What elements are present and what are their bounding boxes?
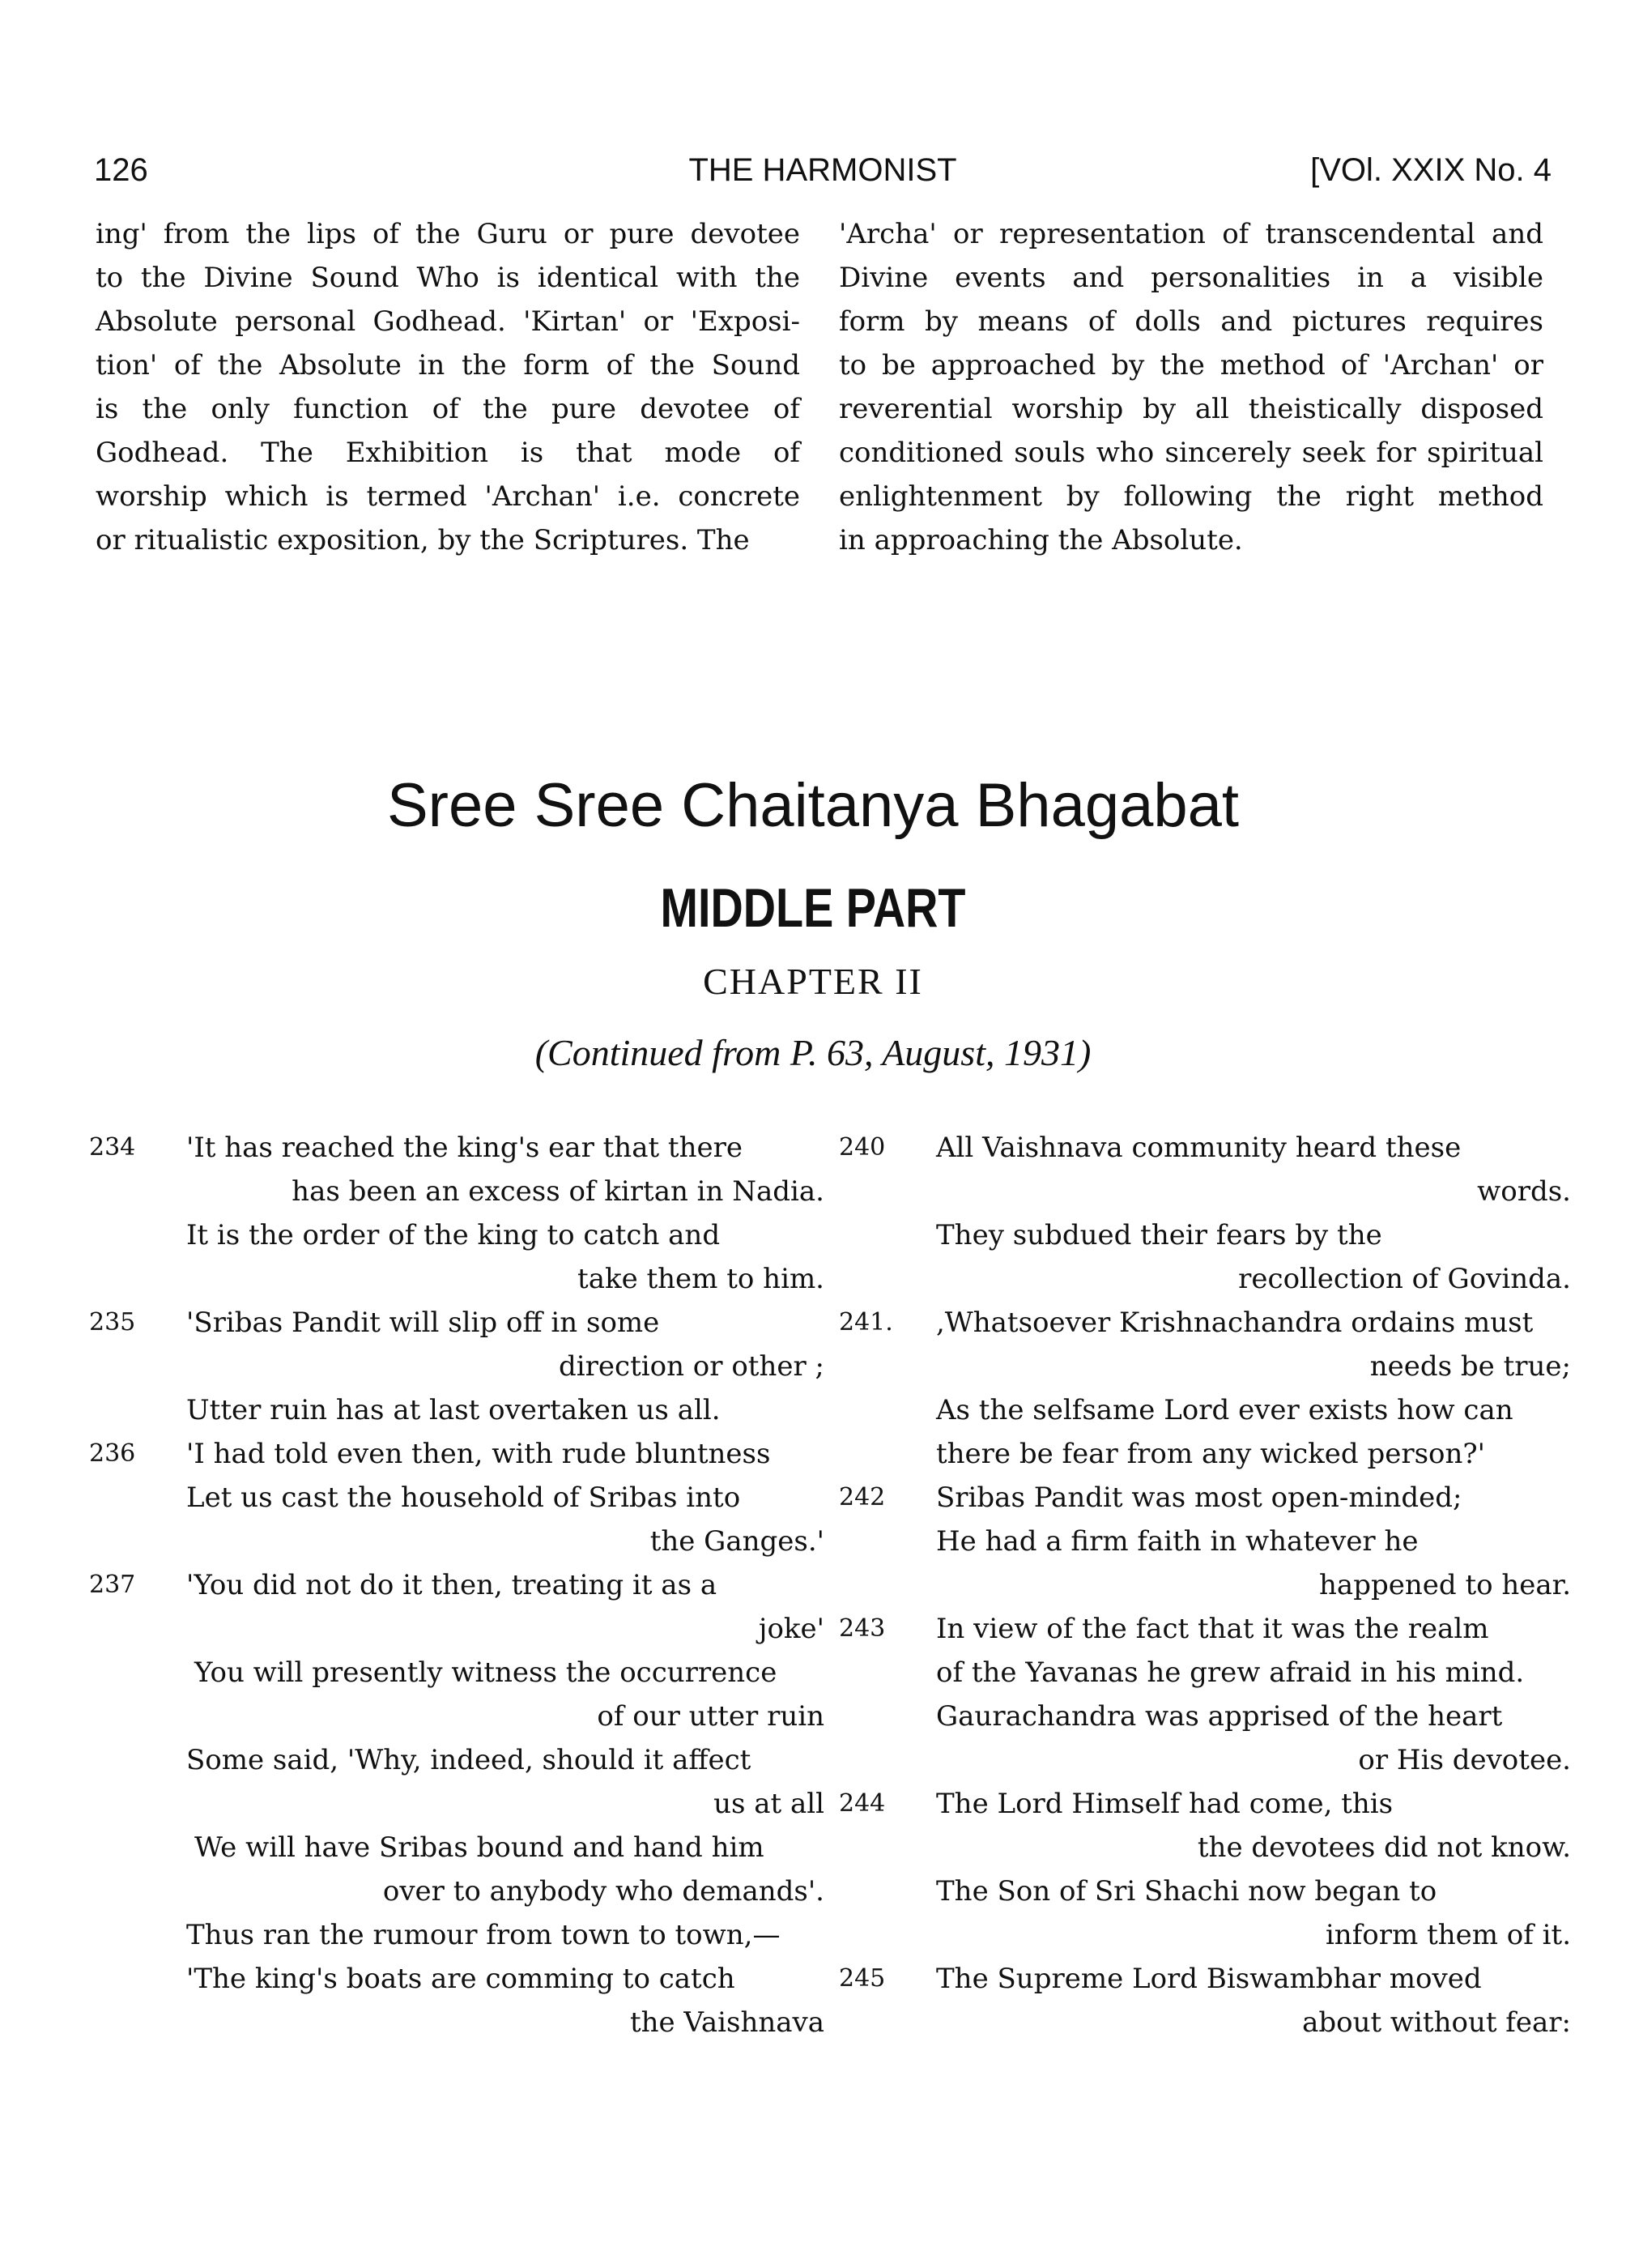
verse-line: 'You did not do it then, treating it as a: [186, 1569, 717, 1601]
verse-line: ,Whatsoever Krishnachandra ordains must: [936, 1307, 1534, 1339]
verse-number: 242: [839, 1483, 886, 1511]
verse-line: All Vaishnava community heard these: [936, 1132, 1462, 1164]
intro-column-right: [839, 212, 1543, 562]
verse-number: 241.: [839, 1308, 893, 1336]
part-title: MIDDLE PART: [660, 877, 966, 939]
verse-line: joke': [758, 1613, 824, 1645]
verse-line: 'I had told even then, with rude bluntness: [186, 1438, 771, 1470]
intro-column-left: [96, 212, 800, 562]
book-title: Sree Sree Chaitanya Bhagabat: [386, 771, 1240, 840]
verse-line: over to anybody who demands'.: [382, 1875, 824, 1908]
verse-line: 'Sribas Pandit will slip off in some: [186, 1307, 660, 1339]
journal-title: THE HARMONIST: [688, 152, 957, 188]
verse-line: They subdued their fears by the: [936, 1219, 1382, 1251]
verse-line: words.: [1477, 1175, 1571, 1208]
chapter-title: CHAPTER II: [703, 961, 923, 1002]
verse-line: take them to him.: [577, 1263, 824, 1295]
verse-line: It is the order of the king to catch and: [186, 1219, 721, 1251]
verse-line: We will have Sribas bound and hand him: [194, 1831, 764, 1864]
verse-line: In view of the fact that it was the realm: [936, 1613, 1489, 1645]
prose-line: 'Archa' or representation of transcendental and: [839, 218, 1543, 250]
verse-block: [89, 1301, 824, 1432]
prose-line: worship which is termed 'Archan' i.e. concrete: [96, 480, 800, 513]
verse-line: 'It has reached the king's ear that there: [186, 1132, 743, 1164]
verse-block: [89, 1563, 824, 2044]
verse-number: 237: [89, 1571, 136, 1599]
verse-line: He had a firm faith in whatever he: [936, 1525, 1419, 1558]
verse-line: or His devotee.: [1358, 1744, 1571, 1776]
verse-line: us at all: [713, 1788, 824, 1820]
verse-line: of the Yavanas he grew afraid in his mind.: [936, 1656, 1525, 1689]
verse-block: [839, 1476, 1571, 1607]
verse-line: You will presently witness the occurrence: [194, 1656, 777, 1689]
verse-line: Gaurachandra was apprised of the heart: [936, 1700, 1503, 1733]
prose-line: to the Divine Sound Who is identical with the: [96, 262, 800, 294]
verse-block: [839, 1607, 1571, 1782]
verse-line: has been an excess of kirtan in Nadia.: [292, 1175, 824, 1208]
prose-line: to be approached by the method of 'Archan' or: [839, 349, 1543, 382]
verse-number: 240: [839, 1133, 886, 1162]
verse-line: Some said, 'Why, indeed, should it affect: [186, 1744, 751, 1776]
verse-number: 243: [839, 1614, 886, 1643]
prose-line: is the only function of the pure devotee of: [96, 393, 800, 425]
volume-label: [VOl. XXIX No. 4: [1310, 152, 1552, 188]
prose-line: tion' of the Absolute in the form of the Sound: [96, 349, 800, 382]
page-number: 126: [94, 152, 148, 188]
verse-line: needs be true;: [1369, 1350, 1571, 1383]
verse-block: [839, 1301, 1571, 1476]
prose-line: conditioned souls who sincerely seek for spiritual: [839, 437, 1543, 469]
verse-block: [839, 1957, 1571, 2044]
verse-number: 245: [839, 1964, 886, 1993]
verse-line: Let us cast the household of Sribas into: [186, 1481, 741, 1514]
verse-line: The Son of Sri Shachi now began to: [936, 1875, 1437, 1908]
verse-line: The Lord Himself had come, this: [936, 1788, 1394, 1820]
verse-column-right: [839, 1126, 1571, 2044]
verse-block: [839, 1126, 1571, 1301]
verse-number: 235: [89, 1308, 136, 1336]
verse-line: the Vaishnava: [629, 2006, 824, 2039]
prose-line: or ritualistic exposition, by the Scriptures. The: [96, 524, 750, 556]
prose-line: Absolute personal Godhead. 'Kirtan' or 'Exposi-: [96, 305, 800, 338]
prose-line: reverential worship by all theistically disposed: [839, 393, 1543, 425]
prose-line: enlightenment by following the right method: [839, 480, 1543, 513]
verse-line: direction or other ;: [559, 1350, 824, 1383]
prose-line: ing' from the lips of the Guru or pure devotee: [96, 218, 800, 250]
verse-line: of our utter ruin: [597, 1700, 824, 1733]
verse-number: 236: [89, 1439, 136, 1468]
prose-line: Divine events and personalities in a visible: [839, 262, 1543, 294]
verse-column-left: [89, 1126, 824, 2044]
verse-block: [89, 1432, 824, 1563]
verse-line: The Supreme Lord Biswambhar moved: [936, 1963, 1482, 1995]
verse-line: Thus ran the rumour from town to town,—: [186, 1919, 781, 1951]
prose-line: form by means of dolls and pictures requires: [839, 305, 1543, 338]
verse-line: inform them of it.: [1325, 1919, 1571, 1951]
verse-line: 'The king's boats are comming to catch: [186, 1963, 735, 1995]
verse-line: the Ganges.': [649, 1525, 824, 1558]
continued-note: (Continued from P. 63, August, 1931): [534, 1032, 1092, 1073]
verse-line: happened to hear.: [1319, 1569, 1571, 1601]
verse-line: there be fear from any wicked person?': [936, 1438, 1485, 1470]
verse-block: [839, 1782, 1571, 1957]
verse-line: As the selfsame Lord ever exists how can: [936, 1394, 1513, 1426]
verse-number: 234: [89, 1133, 136, 1162]
verse-number: 244: [839, 1789, 886, 1818]
verse-line: about without fear:: [1302, 2006, 1571, 2039]
running-header: [94, 146, 1552, 194]
prose-line: Godhead. The Exhibition is that mode of: [96, 437, 800, 469]
prose-line: in approaching the Absolute.: [839, 524, 1243, 556]
verse-line: Utter ruin has at last overtaken us all.: [186, 1394, 721, 1426]
verse-line: Sribas Pandit was most open-minded;: [936, 1481, 1462, 1514]
verse-block: [89, 1126, 824, 1301]
verse-line: recollection of Govinda.: [1238, 1263, 1571, 1295]
verse-line: the devotees did not know.: [1197, 1831, 1571, 1864]
